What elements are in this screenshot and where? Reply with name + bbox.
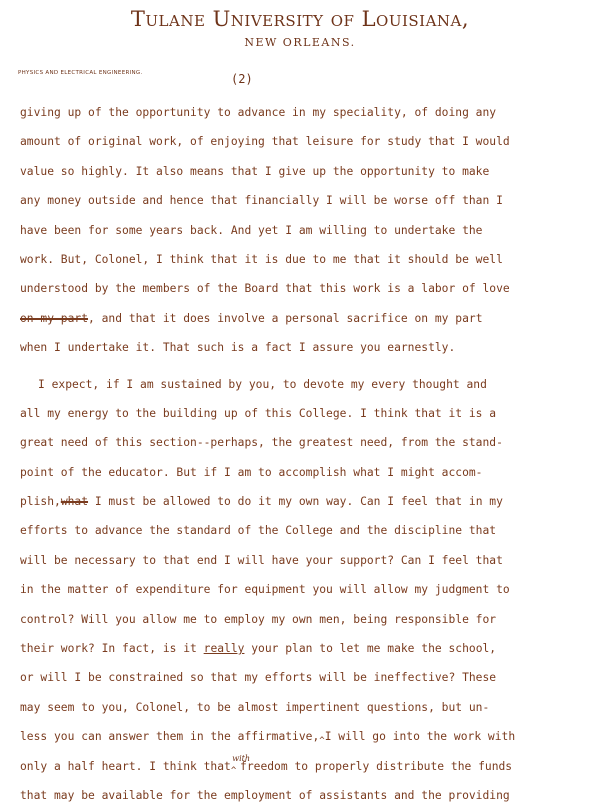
text-line — [20, 752, 592, 781]
text-line: work. But, Colonel, I think that it is due to me that it should be well — [20, 252, 503, 266]
text-line: all my energy to the building up of this College. I think that it is a — [20, 406, 497, 420]
text-line: value so highly. It also means that I give up the opportunity to make — [20, 164, 490, 178]
text-span: I will go into the work with — [324, 730, 516, 744]
insertion-caret: ^ — [230, 765, 237, 776]
text-line: have been for some years back. And yet I am willing to undertake the — [20, 223, 483, 237]
text-span: their work? In fact, is it — [20, 642, 204, 656]
page-number: (2) — [231, 72, 253, 86]
letterhead-city: NEW ORLEANS. — [244, 36, 356, 49]
text-line: giving up of the opportunity to advance in my speciality, of doing any — [20, 106, 497, 119]
text-span: freedom to properly distribute the funds — [240, 759, 513, 773]
text-line: will be necessary to that end I will have your support? Can I feel that — [20, 553, 503, 567]
text-line: I expect, if I am sustained by you, to devote my every thought and — [38, 377, 487, 391]
text-line — [20, 304, 592, 333]
text-line: may seem to you, Colonel, to be almost impertinent questions, but un- — [20, 700, 490, 714]
text-span: , and that it does involve a personal sacrifice on my part — [88, 311, 483, 325]
text-line: when I undertake it. That such is a fact I assure you earnestly. — [20, 341, 456, 355]
text-line: amount of original work, of enjoying that leisure for study that I would — [20, 135, 510, 149]
text-line — [20, 634, 592, 663]
text-line: or will I be constrained so that my efforts will be ineffective? These — [20, 671, 497, 685]
handwritten-insertion: with — [232, 753, 251, 763]
text-line: that may be available for the employment of assistants and the providing — [20, 788, 510, 802]
text-line: point of the educator. But if I am to accomplish what I might accom- — [20, 465, 483, 479]
letterhead-title: Tulane University of Louisiana, — [130, 7, 470, 31]
text-line: in the matter of expenditure for equipment you will allow my judgment to — [20, 583, 510, 597]
letterhead — [0, 6, 600, 49]
text-line — [20, 722, 592, 751]
insertion-caret: ^ — [319, 736, 325, 747]
letter-body — [20, 98, 592, 810]
struck-text: what — [60, 495, 89, 509]
text-span: less you can answer them in the affirmative, — [20, 730, 320, 744]
text-line: any money outside and hence that financially I will be worse off than I — [20, 194, 503, 208]
text-line: control? Will you allow me to employ my own men, being responsible for — [20, 612, 497, 626]
text-span: your plan to let me make the school, — [244, 642, 497, 656]
text-line: understood by the members of the Board that this work is a labor of love — [20, 282, 510, 296]
struck-text: on my part — [20, 311, 89, 325]
department-label: PHYSICS AND ELECTRICAL ENGINEERING. — [18, 70, 143, 76]
text-span: only a half heart. I think that — [20, 759, 231, 773]
text-line — [20, 487, 592, 516]
text-line: great need of this section--perhaps, the greatest need, from the stand- — [20, 436, 503, 450]
text-span: plish, — [20, 495, 61, 509]
text-span: I must be allowed to do it my own way. Can I feel that in my — [88, 495, 503, 509]
underlined-text: really — [203, 642, 245, 656]
text-line: efforts to advance the standard of the College and the discipline that — [20, 524, 497, 538]
